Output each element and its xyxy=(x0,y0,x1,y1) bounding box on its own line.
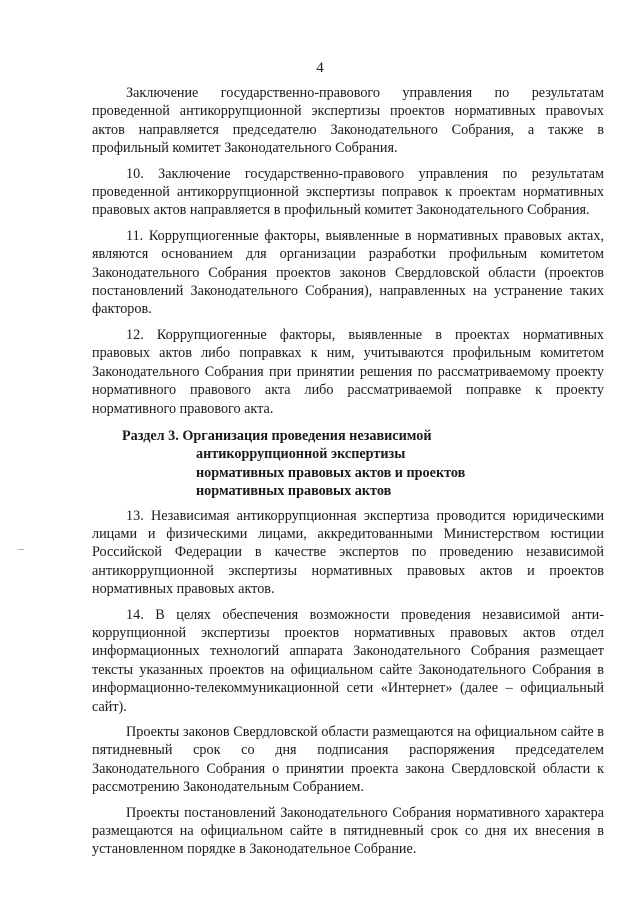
paragraph-11: 11. Коррупциогенные факторы, выявленные в нормативных правовых актах, являются основанием для организации разработки профильным комитетом Законодательного Собрания проектов законов Свердловской области (проектов постановлений Законодательного Собрания), направленных на устранение таких факторов. xyxy=(92,227,604,318)
margin-mark xyxy=(18,549,24,550)
paragraph-12: 12. Коррупциогенные факторы, выявленные в проектах нормативных правовых актов либо поправках к ним, учитываются профильным комитетом Законодательного Собрания при принятии решения по рассматриваемому проекту нормативного правового акта либо рассматриваемой поправке к проекту нормативного правового акта. xyxy=(92,326,604,417)
section-3-heading: Раздел 3. Организация проведения независимой антикоррупционной экспертизы нормативных правовых актов и проектов нормативных правовых актов xyxy=(122,427,466,500)
paragraph-14: 14. В целях обеспечения возможности проведения независимой антикоррупционной экспертизы проектов нормативных правовых актов отдел информационных технологий аппарата Законодательного Собрания размещает тексты указанных проектов на официальном сайте Законодательного Собрания в информационно-телекоммуникационной сети «Интернет» (далее – официальный сайт). xyxy=(92,606,604,715)
paragraph-13: 13. Независимая антикоррупционная экспертиза проводится юридическими лицами и физическими лицами, аккредитованными Министерством юстиции Российской Федерации в качестве экспертов по проведению независимой антикоррупционной экспертизы нормативных правовых актов и проектов нормативных правовых актов. xyxy=(92,507,604,598)
document-body xyxy=(92,84,604,866)
paragraph-10: 10. Заключение государственно-правового управления по результатам проведенной антикоррупционной экспертизы поправок к проектам нормативных правовых актов направляется в профильный комитет Законодательного Собрания. xyxy=(92,165,604,219)
paragraph-law-drafts: Проекты законов Свердловской области размещаются на официальном сайте в пятидневный срок со дня подписания распоряжения председателем Законодательного Собрания о принятии проекта закона Свердловской области к рассмотрению Законодательным Собранием. xyxy=(92,724,604,796)
paragraph-resolution-drafts: Проекты постановлений Законодательного Собрания нормативного характера размещаются на официальном сайте в пятидневный срок со дня их внесения в установленном порядке в Законодательное Собрание. xyxy=(92,804,604,858)
page-number: 4 xyxy=(316,60,324,76)
paragraph-conclusion-to-chairman: Заключение государственно-правового управления по результатам проведенной антикоррупционной экспертизы проектов нормативных правоvых актов направляется председателю Законодательного Собрания, а также в профильный комитет Законодательного Собрания. xyxy=(92,85,604,157)
